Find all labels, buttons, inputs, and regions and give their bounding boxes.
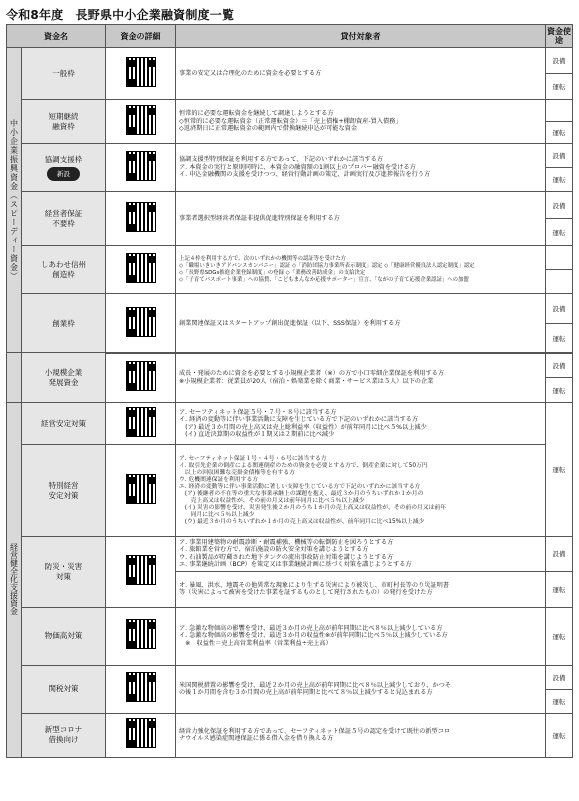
- use-unten: 運転: [546, 713, 573, 757]
- fund-target: ア. 事業用建築物の耐震診断・耐震補強、機械等の転倒防止を図ろうとする方 イ. 旅館業を営む方で、宿泊施設の防火安全対策を講じようとする方 ウ. 石油製品が貯蔵された地下タンクの流出事故防止対策を講じようとする方 エ. 事業継続計画（BCP）を策定又は事業継続計画に基づく対策を講じようとする方: [176, 537, 546, 572]
- use-unten: 運転: [546, 607, 573, 665]
- new-badge: 新設: [47, 167, 80, 181]
- use-unten: 運転: [546, 571, 573, 607]
- use-unten: 運転: [546, 168, 573, 192]
- qr-code[interactable]: [106, 665, 176, 713]
- use-unten: 運転: [546, 689, 573, 713]
- qr-code[interactable]: [106, 48, 176, 100]
- qr-icon: [126, 474, 156, 504]
- header-target: 貸付対象者: [176, 25, 546, 48]
- qr-icon: [126, 202, 156, 232]
- qr-icon: [126, 718, 156, 748]
- qr-code[interactable]: [106, 192, 176, 246]
- use-unten: [546, 270, 573, 294]
- use-setsubi: 設備: [546, 665, 573, 689]
- fund-target: 成長・発展のために資金を必要とする小規模企業者（※）の方で小口零細企業保証を利用する方 ※小規模企業者：従業員が20人（宿泊・娯楽業を除く商業・サービス業は５人）以下の企業: [176, 353, 546, 403]
- header-name: 資金名: [7, 25, 106, 48]
- qr-icon: [126, 619, 156, 649]
- use-setsubi: [546, 100, 573, 122]
- qr-code[interactable]: [106, 100, 176, 144]
- fund-target: ア. 急激な物価高の影響を受け、最近３か月の売上高が前年同期に比べ８％以上減少している方 イ. 急激な物価高の影響を受け、最近３か月の収益性※が前年同期に比べ５％以上減少している方 ※ 収益性＝売上高営業利益率（営業利益÷売上高）: [176, 607, 546, 665]
- use-setsubi: 設備: [546, 192, 573, 219]
- category-keiei: 経営健全化支援資金: [7, 403, 22, 758]
- qr-icon: [126, 361, 156, 391]
- qr-icon: [126, 57, 156, 87]
- use-unten: 運転: [546, 122, 573, 144]
- use-setsubi: 設備: [546, 353, 573, 378]
- fund-target-2: オ. 暴風、洪水、地震その他異常な現象により生ずる災害により被災し、市町村長等のり災証明書 等（災害によって被害を受けた事業を証するものとして発行されたもの）の発行を受けた方: [176, 571, 546, 607]
- qr-code[interactable]: [106, 403, 176, 445]
- fund-name: 防災・災害 対策: [22, 537, 106, 608]
- qr-code[interactable]: [106, 353, 176, 403]
- fund-target: 協調支援型特別保証を利用する方であって、下記のいずれかに該当する方 ア. 本資金の実行と原則同時に、本資金の融資額の1割以上のプロパー融資を受ける方 イ. 申込金融機関の支援を受けつつ、経営行動計画の策定、計画実行及び進捗報告を行う方: [176, 144, 546, 192]
- category-speedy: 中小企業振興資金（スピーディー資金）: [7, 48, 22, 354]
- fund-name: 物価高対策: [22, 607, 106, 665]
- fund-target: 事業の安定又は合理化のために資金を必要とする方: [176, 48, 546, 100]
- qr-icon: [126, 555, 156, 585]
- fund-target: ア. セーフティネット保証５号・７号・８号に該当する方 イ. 経済の変動等に伴い事業活動に支障を生じている方で下記のいずれかに該当する方 (ア) 最近３か月間の売上高又は売上総利益率（収益性）が前年同月に比べ５%以上減少 (イ) 直近決算期の収益性が１期又は２期前に比べ減少: [176, 403, 546, 445]
- qr-code[interactable]: [106, 445, 176, 537]
- fund-target: 上記４枠を利用する方で、次のいずれかの機関等の認証等を受けた方 ◇「職場いきいきアドバンスカンパニー」認証 ◇「消防団協力事業所表示制度」認定 ◇「健康経営優良法人認定制度」認定 ◇「長野県SDGs推進企業登録制度」の登録 ◇「業務改善助成金」の支給決定 ◇「子育てパスポート事業」への協賛、「こどもまんなか応援サポーター」宣言、「ながの子育て応援企業認証」への加盟: [176, 246, 546, 294]
- fund-target: 事業者選択型経営者保証非提供促進特別保証を利用する方: [176, 192, 546, 246]
- qr-icon: [126, 253, 156, 283]
- use-setsubi: 設備: [546, 144, 573, 168]
- use-unten: 運転: [546, 378, 573, 403]
- qr-code[interactable]: [106, 607, 176, 665]
- qr-icon: [126, 407, 156, 437]
- fund-name: 小規模企業 発展資金: [22, 353, 106, 403]
- fund-name: 創業枠: [22, 294, 106, 354]
- fund-name: 一般枠: [22, 48, 106, 100]
- fund-name: 関税対策: [22, 665, 106, 713]
- fund-name: 短期継続 融資枠: [22, 100, 106, 144]
- page-title: 令和8年度 長野県中小企業融資制度一覧: [6, 8, 235, 22]
- fund-target: 米国関税措置の影響を受け、最近２か月の売上高が前年同期に比べ８％以上減少しており、かつそ の後１か月間を含む３か月間の売上高が前年同期と比べて８％以上減少すると見込まれる方: [176, 665, 546, 713]
- fund-name: しあわせ信州 創造枠: [22, 246, 106, 294]
- fund-name: 経営安定対策: [22, 403, 106, 445]
- header-use: 資金使途: [546, 25, 573, 48]
- loan-table-lower: [6, 352, 573, 758]
- header-row: [7, 25, 573, 48]
- category-small: [7, 353, 22, 403]
- use-unten: 運転: [546, 403, 573, 537]
- fund-name: 新型コロナ 借換向け: [22, 713, 106, 757]
- qr-code[interactable]: [106, 294, 176, 354]
- fund-target: 創業関連保証又はスタートアップ創出促進保証（以下、SSS保証）を利用する方: [176, 294, 546, 354]
- loan-table: [6, 24, 573, 354]
- use-unten: 運転: [546, 219, 573, 246]
- fund-target: 経営力強化保証を利用する方であって、セーフティネット保証５号の認定を受けて既往の新型コロ ナウイルス感染症関連保証に係る借入金を借り換える方: [176, 713, 546, 757]
- qr-icon: [126, 672, 156, 702]
- qr-icon: [126, 151, 156, 181]
- fund-target: 恒常的に必要な運転資金を継続して調達しようとする方 ◇恒常的に必要な運転資金（正常運転資金）＝「売上債権+棚卸資産-買入債務」 ◇返済期日に正常運転資金の範囲内で借換継続申込が可能な資金: [176, 100, 546, 144]
- use-setsubi: [546, 246, 573, 270]
- fund-name-label: 協調支援枠: [44, 154, 83, 164]
- fund-name: 特別経営 安定対策: [22, 445, 106, 537]
- use-unten: 運転: [546, 324, 573, 354]
- qr-icon: [126, 105, 156, 135]
- fund-target: ア. セーフティネット保証１号・４号・６号に該当する方 イ. 取引先企業の倒産による関連倒産のための資金を必要とする方で、倒産企業に対して50万円 以上の回収困難な売掛金債権等を有する方 ウ. 危機関連保証を利用する方 エ. 経済の変動等に伴い事業活動に著しい支障を生じている方で下記のいずれかに該当する方 (ア) 後継者の不在等の重大な事業承継上の課題を抱え、最近３か月のうちいずれか１か月の 売上高又は収益性が、その前の月又は前年同月に比べ５％以上減少 (イ) 災害の影響を受け、災害発生後２か月のうち１か月の売上高又は収益性が、その前の月又は前年 同月に比べ５％以上減少 (ウ) 最近３か月のうちいずれか１か月の売上高又は収益性が、前年同月に比べ15%以上減少: [176, 445, 546, 537]
- use-setsubi: 設備: [546, 294, 573, 324]
- use-unten: 運転: [546, 74, 573, 100]
- qr-code[interactable]: [106, 144, 176, 192]
- qr-code[interactable]: [106, 713, 176, 757]
- fund-name: 経営者保証 不要枠: [22, 192, 106, 246]
- use-setsubi: 設備: [546, 48, 573, 74]
- use-setsubi: 設備: [546, 537, 573, 572]
- qr-icon: [126, 307, 156, 337]
- header-detail: 資金の詳細: [106, 25, 176, 48]
- fund-name: [22, 144, 106, 192]
- qr-code[interactable]: [106, 537, 176, 608]
- qr-code[interactable]: [106, 246, 176, 294]
